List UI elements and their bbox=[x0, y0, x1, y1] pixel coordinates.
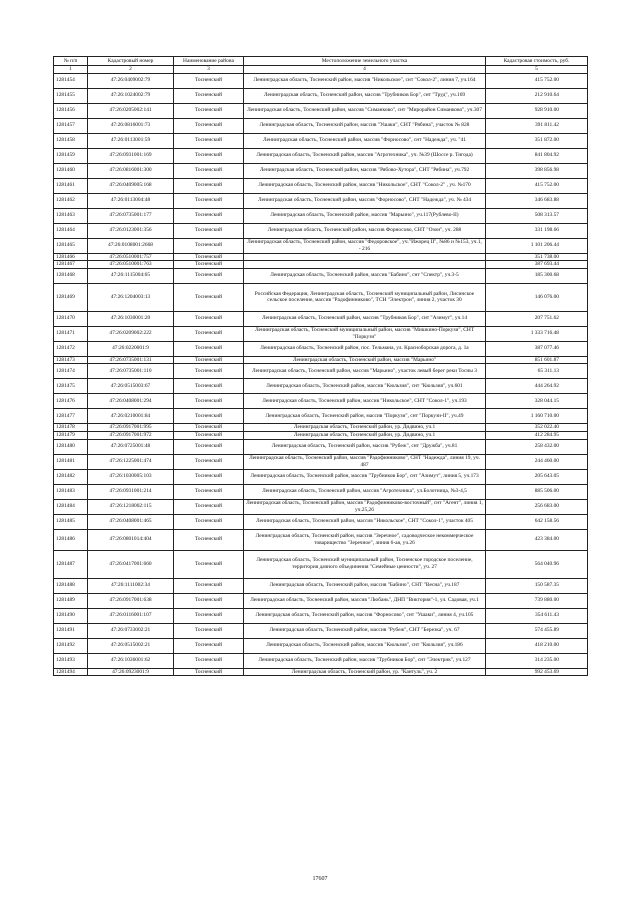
column-header-district: Наименование района bbox=[174, 57, 244, 66]
column-number-row bbox=[54, 66, 588, 74]
table-row bbox=[54, 133, 588, 148]
district-cell: Тосненский bbox=[174, 454, 244, 469]
table-row bbox=[54, 118, 588, 133]
row-number-cell: 1281457 bbox=[54, 118, 88, 133]
cost-cell: 418 210.00 bbox=[486, 638, 588, 653]
district-cell: Тосненский bbox=[174, 163, 244, 178]
table-row bbox=[54, 283, 588, 311]
row-number-cell: 1281488 bbox=[54, 578, 88, 593]
cost-cell: 564 040.96 bbox=[486, 550, 588, 578]
cost-cell: 207 751.62 bbox=[486, 311, 588, 326]
cadastral-table-sheet bbox=[53, 56, 587, 676]
table-row bbox=[54, 638, 588, 653]
cadastral-value-table bbox=[53, 56, 588, 676]
location-cell bbox=[244, 253, 486, 261]
row-number-cell: 1281455 bbox=[54, 88, 88, 103]
district-cell: Тосненский bbox=[174, 283, 244, 311]
cadastral-number-cell: 47:26:0510001:763 bbox=[88, 261, 174, 269]
row-number-cell: 1281471 bbox=[54, 326, 88, 341]
cost-cell: 256 683.00 bbox=[486, 499, 588, 514]
table-row bbox=[54, 103, 588, 118]
district-cell: Тосненский bbox=[174, 356, 244, 364]
cadastral-number-cell: 47:26:0917001:995 bbox=[88, 424, 174, 432]
cost-cell: 258 432.00 bbox=[486, 439, 588, 454]
table-row bbox=[54, 499, 588, 514]
row-number-cell: 1281461 bbox=[54, 178, 88, 193]
cost-cell: 352 022.40 bbox=[486, 424, 588, 432]
table-row bbox=[54, 529, 588, 550]
district-cell: Тосненский bbox=[174, 469, 244, 484]
location-cell: Ленинградская область, Тосненский район, массив "Симанково", снт "Мирорайон Симанково", уч.307 bbox=[244, 103, 486, 118]
cadastral-number-cell: 47:26:1115004:65 bbox=[88, 268, 174, 283]
table-row bbox=[54, 311, 588, 326]
column-header-cost: Кадастровая стоимость, руб. bbox=[486, 57, 588, 66]
table-row bbox=[54, 223, 588, 238]
location-cell: Ленинградская область, Тосненский район, массив "Форносово", снт "Надежда", уч. "41 bbox=[244, 133, 486, 148]
location-cell bbox=[244, 261, 486, 269]
cadastral-number-cell: 47:26:0417001:660 bbox=[88, 550, 174, 578]
district-cell: Тосненский bbox=[174, 431, 244, 439]
table-row bbox=[54, 88, 588, 103]
row-number-cell: 1281465 bbox=[54, 238, 88, 253]
cadastral-number-cell: 47:26:1111002:34 bbox=[88, 578, 174, 593]
district-cell: Тосненский bbox=[174, 668, 244, 676]
table-row bbox=[54, 268, 588, 283]
row-number-cell: 1281494 bbox=[54, 668, 88, 676]
table-row bbox=[54, 431, 588, 439]
row-number-cell: 1281463 bbox=[54, 208, 88, 223]
district-cell: Тосненский bbox=[174, 73, 244, 88]
district-cell: Тосненский bbox=[174, 409, 244, 424]
cost-cell: 354 611.43 bbox=[486, 608, 588, 623]
cadastral-number-cell: 47:26:0408001:465 bbox=[88, 514, 174, 529]
location-cell: Ленинградская область, Тосненский район, массив "Никольское", снт "Сокол-2", линия 7, уч.164 bbox=[244, 73, 486, 88]
table-row bbox=[54, 364, 588, 379]
table-row bbox=[54, 238, 588, 253]
cost-cell: 346 683.88 bbox=[486, 193, 588, 208]
cadastral-number-cell: 47:26:1030005:103 bbox=[88, 469, 174, 484]
district-cell: Тосненский bbox=[174, 529, 244, 550]
table-row bbox=[54, 379, 588, 394]
location-cell: Ленинградская область, Тосненский район, массив "Поркузи", снт "Поркузи-II", уч.49 bbox=[244, 409, 486, 424]
location-cell: Ленинградская область, Тосненский район, массив "Форносово", СНТ "Надежда", уч. № 434 bbox=[244, 193, 486, 208]
cadastral-number-cell: 47:26:0515002:21 bbox=[88, 638, 174, 653]
cost-cell: 314 235.00 bbox=[486, 653, 588, 668]
table-body bbox=[54, 73, 588, 676]
district-cell: Тосненский bbox=[174, 311, 244, 326]
location-cell: Ленинградская область, Тосненский район, массив "Радофинниково-восточный", снт "Агент", линия 1, уч.25,26 bbox=[244, 499, 486, 514]
cost-cell: 351 872.00 bbox=[486, 133, 588, 148]
cost-cell: 146 076.00 bbox=[486, 283, 588, 311]
location-cell: Ленинградская область, Тосненский район, массив "Марьино", участок левый берег реки Тосны 3 bbox=[244, 364, 486, 379]
cadastral-number-cell: 47:26:0725001:48 bbox=[88, 439, 174, 454]
location-cell: Ленинградская область, Тосненский муниципальный район, Тосненское городское поселение, территория дачного объединения "Семейные ценности", уч. 27 bbox=[244, 550, 486, 578]
cadastral-number-cell: 47:26:0801014:404 bbox=[88, 529, 174, 550]
district-cell: Тосненский bbox=[174, 118, 244, 133]
location-cell: Ленинградская область, Тосненский район, массив "Бабино", снт "Спектр", уч.3-5 bbox=[244, 268, 486, 283]
row-number-cell: 1281493 bbox=[54, 653, 88, 668]
cost-cell: 444 264.92 bbox=[486, 379, 588, 394]
row-number-cell: 1281458 bbox=[54, 133, 88, 148]
cost-cell: 185 300.68 bbox=[486, 268, 588, 283]
district-cell: Тосненский bbox=[174, 578, 244, 593]
district-cell: Тосненский bbox=[174, 379, 244, 394]
cost-cell: 992 453.69 bbox=[486, 668, 588, 676]
location-cell: Ленинградская область, Тосненский район, массив "Бабино", СНТ "Весна", уч.187 bbox=[244, 578, 486, 593]
cadastral-number-cell: 47:26:1218002:115 bbox=[88, 499, 174, 514]
cost-cell: 244 460.00 bbox=[486, 454, 588, 469]
column-number: 1 bbox=[54, 66, 88, 74]
location-cell: Ленинградская область, Тосненский район, массив "Радофинниково", СНТ "Надежда", линия 19, уч. 487 bbox=[244, 454, 486, 469]
location-cell: Ленинградская область, Тосненский район, массив "Трубников Бор", снт "Труд", уч.169 bbox=[244, 88, 486, 103]
cost-cell: 739 880.00 bbox=[486, 593, 588, 608]
table-header-row bbox=[54, 57, 588, 66]
cadastral-number-cell: 47:26:0113001:59 bbox=[88, 133, 174, 148]
row-number-cell: 1281473 bbox=[54, 356, 88, 364]
table-row bbox=[54, 623, 588, 638]
cadastral-number-cell: 47:26:0735001:131 bbox=[88, 356, 174, 364]
district-cell: Тосненский bbox=[174, 653, 244, 668]
column-number: 4 bbox=[244, 66, 486, 74]
district-cell: Тосненский bbox=[174, 341, 244, 356]
table-row bbox=[54, 593, 588, 608]
cost-cell: 841 804.92 bbox=[486, 148, 588, 163]
table-row bbox=[54, 193, 588, 208]
row-number-cell: 1281475 bbox=[54, 379, 88, 394]
column-header-cadastral-number: Кадастровый номер bbox=[88, 57, 174, 66]
table-row bbox=[54, 261, 588, 269]
location-cell: Ленинградская область, Тосненский район, массив "Марьино" bbox=[244, 356, 486, 364]
district-cell: Тосненский bbox=[174, 238, 244, 253]
row-number-cell: 1281485 bbox=[54, 514, 88, 529]
district-cell: Тосненский bbox=[174, 193, 244, 208]
cost-cell: 574 455.89 bbox=[486, 623, 588, 638]
cadastral-number-cell: 47:26:0917001:972 bbox=[88, 431, 174, 439]
location-cell: Ленинградская область, Тосненский район, массив "Кюльзия", снт "Кюльзия", уч.601 bbox=[244, 379, 486, 394]
cadastral-number-cell: 47:26:0220001:9 bbox=[88, 341, 174, 356]
row-number-cell: 1281460 bbox=[54, 163, 88, 178]
location-cell: Ленинградская область, Тосненский район, массив "Марьино", уч.117(Рублево-II) bbox=[244, 208, 486, 223]
district-cell: Тосненский bbox=[174, 550, 244, 578]
location-cell: Российская Федерация, Ленинградская область, Тосненский муниципальный район, Лисинское сельское поселение, массив "Радофинниково", ТСН "Электрон", линия 2, участок 30 bbox=[244, 283, 486, 311]
location-cell: Ленинградская область, Тосненский район, массив "Ушаки", СНТ "Рябина", участок № 828 bbox=[244, 118, 486, 133]
row-number-cell: 1281468 bbox=[54, 268, 88, 283]
row-number-cell: 1281470 bbox=[54, 311, 88, 326]
location-cell: Ленинградская область, Тосненский район, ур. "Кантуль", уч. 2 bbox=[244, 668, 486, 676]
cadastral-number-cell: 47:26:0116001:107 bbox=[88, 608, 174, 623]
row-number-cell: 1281476 bbox=[54, 394, 88, 409]
cadastral-number-cell: 47:26:0205002:141 bbox=[88, 103, 174, 118]
row-number-cell: 1281481 bbox=[54, 454, 88, 469]
table-row bbox=[54, 394, 588, 409]
cost-cell: 351 738.00 bbox=[486, 253, 588, 261]
column-number: 2 bbox=[88, 66, 174, 74]
cadastral-number-cell: 47:26:0931001:169 bbox=[88, 148, 174, 163]
cadastral-number-cell: 47:26:0931001:214 bbox=[88, 484, 174, 499]
location-cell: Ленинградская область, Тосненский район, массив "Зеречное", садоводческое некоммерческое товарищество "Зеречное", линия 6-ая, уч.26 bbox=[244, 529, 486, 550]
location-cell: Ленинградская область, Тосненский район, ур. Дидвино, уч.1 bbox=[244, 424, 486, 432]
district-cell: Тосненский bbox=[174, 223, 244, 238]
cost-cell: 387 693.44 bbox=[486, 261, 588, 269]
row-number-cell: 1281454 bbox=[54, 73, 88, 88]
location-cell: Ленинградская область, Тосненский район, массив Форносово, СНТ "Озон", уч. 288 bbox=[244, 223, 486, 238]
cost-cell: 423 384.00 bbox=[486, 529, 588, 550]
cadastral-number-cell: 47:26:0923001:9 bbox=[88, 668, 174, 676]
location-cell: Ленинградская область, Тосненский район, массив "Агротехника", уч. №39 (Шоссе р. Тигода) bbox=[244, 148, 486, 163]
column-number: 5 bbox=[486, 66, 588, 74]
table-row bbox=[54, 148, 588, 163]
cost-cell: 65 311.13 bbox=[486, 364, 588, 379]
cost-cell: 851 601.87 bbox=[486, 356, 588, 364]
district-cell: Тосненский bbox=[174, 394, 244, 409]
row-number-cell: 1281491 bbox=[54, 623, 88, 638]
cadastral-number-cell: 47:26:0409002:79 bbox=[88, 73, 174, 88]
row-number-cell: 1281484 bbox=[54, 499, 88, 514]
cadastral-number-cell: 47:26:1225001:474 bbox=[88, 454, 174, 469]
table-row bbox=[54, 409, 588, 424]
cost-cell: 1 160 710.00 bbox=[486, 409, 588, 424]
row-number-cell: 1281480 bbox=[54, 439, 88, 454]
location-cell: Ленинградская область, Тосненский район, массив "Рубеж", СНТ "Березка", уч. 67 bbox=[244, 623, 486, 638]
cost-cell: 205 643.05 bbox=[486, 469, 588, 484]
cadastral-number-cell: 47:26:1204003:13 bbox=[88, 283, 174, 311]
table-row bbox=[54, 668, 588, 676]
cadastral-number-cell: 47:26:0735001:110 bbox=[88, 364, 174, 379]
cost-cell: 412 284.95 bbox=[486, 431, 588, 439]
district-cell: Тосненский bbox=[174, 593, 244, 608]
cost-cell: 415 752.00 bbox=[486, 178, 588, 193]
district-cell: Тосненский bbox=[174, 208, 244, 223]
row-number-cell: 1281478 bbox=[54, 424, 88, 432]
table-row bbox=[54, 439, 588, 454]
district-cell: Тосненский bbox=[174, 103, 244, 118]
cadastral-number-cell: 47:26:0733002:21 bbox=[88, 623, 174, 638]
location-cell: Ленинградская область, Тосненский район, массив "Федоровское", уч."Ижорец II", №86 и №153, уч.1, - 216 bbox=[244, 238, 486, 253]
district-cell: Тосненский bbox=[174, 261, 244, 269]
cadastral-number-cell: 47:26:0515003:67 bbox=[88, 379, 174, 394]
district-cell: Тосненский bbox=[174, 133, 244, 148]
district-cell: Тосненский bbox=[174, 638, 244, 653]
location-cell: Ленинградская область, Тосненский район, массив "Трубников Бор", снт "Азимут", уч.14 bbox=[244, 311, 486, 326]
cadastral-number-cell: 47:26:0510001:757 bbox=[88, 253, 174, 261]
cost-cell: 150 587.35 bbox=[486, 578, 588, 593]
cost-cell: 331 198.66 bbox=[486, 223, 588, 238]
cost-cell: 398 856.98 bbox=[486, 163, 588, 178]
row-number-cell: 1281490 bbox=[54, 608, 88, 623]
row-number-cell: 1281479 bbox=[54, 431, 88, 439]
district-cell: Тосненский bbox=[174, 499, 244, 514]
row-number-cell: 1281467 bbox=[54, 261, 88, 269]
cost-cell: 885 506.00 bbox=[486, 484, 588, 499]
row-number-cell: 1281487 bbox=[54, 550, 88, 578]
row-number-cell: 1281466 bbox=[54, 253, 88, 261]
cost-cell: 508 313.57 bbox=[486, 208, 588, 223]
row-number-cell: 1281483 bbox=[54, 484, 88, 499]
district-cell: Тосненский bbox=[174, 178, 244, 193]
table-row bbox=[54, 73, 588, 88]
table-row bbox=[54, 608, 588, 623]
cadastral-number-cell: 47:26:0209002:222 bbox=[88, 326, 174, 341]
row-number-cell: 1281456 bbox=[54, 103, 88, 118]
district-cell: Тосненский bbox=[174, 364, 244, 379]
cadastral-number-cell: 47:26:0409005:168 bbox=[88, 178, 174, 193]
cadastral-number-cell: 47:26:1036001:62 bbox=[88, 653, 174, 668]
row-number-cell: 1281459 bbox=[54, 148, 88, 163]
table-row bbox=[54, 514, 588, 529]
location-cell: Ленинградская область, Тосненский район, массив "Никольское", СНТ "Сокол-1", участок 405 bbox=[244, 514, 486, 529]
table-row bbox=[54, 550, 588, 578]
district-cell: Тосненский bbox=[174, 326, 244, 341]
cadastral-number-cell: 47:26:0735001:177 bbox=[88, 208, 174, 223]
column-header-location: Местоположение земельного участка bbox=[244, 57, 486, 66]
cost-cell: 1 333 716.48 bbox=[486, 326, 588, 341]
cadastral-number-cell: 47:26:0210001:84 bbox=[88, 409, 174, 424]
table-row bbox=[54, 469, 588, 484]
district-cell: Тосненский bbox=[174, 484, 244, 499]
column-number: 3 bbox=[174, 66, 244, 74]
row-number-cell: 1281477 bbox=[54, 409, 88, 424]
location-cell: Ленинградская область, Тосненский район, массив "Рябово-Хутора", СНТ "Рябина", уч.792 bbox=[244, 163, 486, 178]
location-cell: Ленинградская область, Тосненский район, массив "Форносово", снт "Ушаки", линия 4, уч.105 bbox=[244, 608, 486, 623]
row-number-cell: 1281482 bbox=[54, 469, 88, 484]
district-cell: Тосненский bbox=[174, 424, 244, 432]
district-cell: Тосненский bbox=[174, 439, 244, 454]
cost-cell: 387 077.46 bbox=[486, 341, 588, 356]
row-number-cell: 1281462 bbox=[54, 193, 88, 208]
table-row bbox=[54, 341, 588, 356]
row-number-cell: 1281469 bbox=[54, 283, 88, 311]
row-number-cell: 1281492 bbox=[54, 638, 88, 653]
district-cell: Тосненский bbox=[174, 253, 244, 261]
location-cell: Ленинградская область, Тосненский район, массив "Кюльзия", снт "Кюльзия", уч.186 bbox=[244, 638, 486, 653]
cost-cell: 1 101 206.44 bbox=[486, 238, 588, 253]
cadastral-number-cell: 47:26:0917001:638 bbox=[88, 593, 174, 608]
cost-cell: 642 158.56 bbox=[486, 514, 588, 529]
location-cell: Ленинградская область, Тосненский район, массив "Трубников Бор", снт "Электрик", уч.127 bbox=[244, 653, 486, 668]
cadastral-number-cell: 47:26:0816001:73 bbox=[88, 118, 174, 133]
location-cell: Ленинградская область, Тосненский район, массив "Агротехника", ул.Болотница, №3-4,5 bbox=[244, 484, 486, 499]
cost-cell: 328 044.15 bbox=[486, 394, 588, 409]
column-header-number: № п/п bbox=[54, 57, 88, 66]
location-cell: Ленинградская область, Тосненский район, массив "Трубников Бор", снт "Азимут", линия 5, уч.173 bbox=[244, 469, 486, 484]
location-cell: Ленинградская область, Тосненский район, массив "Никольское", СНТ "Сокол-1", уч.193 bbox=[244, 394, 486, 409]
cost-cell: 415 752.00 bbox=[486, 73, 588, 88]
location-cell: Ленинградская область, Тосненский муниципальный район, массив "Мишкино-Поркузи", СНТ "Поркузи" bbox=[244, 326, 486, 341]
district-cell: Тосненский bbox=[174, 608, 244, 623]
location-cell: Ленинградская область, Тосненский район, пос. Тельмана, ул. Красноборская дорога, д. 1а bbox=[244, 341, 486, 356]
table-row bbox=[54, 356, 588, 364]
table-row bbox=[54, 653, 588, 668]
table-row bbox=[54, 178, 588, 193]
row-number-cell: 1281474 bbox=[54, 364, 88, 379]
location-cell: Ленинградская область, Тосненский район, массив "Любань", ДНП "Виктория"-1, ул. Садовая, уч.1 bbox=[244, 593, 486, 608]
cost-cell: 212 910.64 bbox=[486, 88, 588, 103]
table-row bbox=[54, 484, 588, 499]
district-cell: Тосненский bbox=[174, 148, 244, 163]
cadastral-number-cell: 47:26:1024002:79 bbox=[88, 88, 174, 103]
table-row bbox=[54, 253, 588, 261]
table-row bbox=[54, 208, 588, 223]
table-row bbox=[54, 578, 588, 593]
cost-cell: 391 811.42 bbox=[486, 118, 588, 133]
cadastral-number-cell: 47:26:0108001:2668 bbox=[88, 238, 174, 253]
row-number-cell: 1281489 bbox=[54, 593, 88, 608]
cadastral-number-cell: 47:26:0113004:48 bbox=[88, 193, 174, 208]
table-row bbox=[54, 424, 588, 432]
district-cell: Тосненский bbox=[174, 268, 244, 283]
location-cell: Ленинградская область, Тосненский район, массив "Рубеж", снт "Дружба", уч.81 bbox=[244, 439, 486, 454]
district-cell: Тосненский bbox=[174, 88, 244, 103]
cadastral-number-cell: 47:26:1030001:20 bbox=[88, 311, 174, 326]
row-number-cell: 1281472 bbox=[54, 341, 88, 356]
location-cell: Ленинградская область, Тосненский район, ур. Дидвино, уч.1 bbox=[244, 431, 486, 439]
district-cell: Тосненский bbox=[174, 514, 244, 529]
row-number-cell: 1281486 bbox=[54, 529, 88, 550]
cadastral-number-cell: 47:26:0816001:300 bbox=[88, 163, 174, 178]
cadastral-number-cell: 47:26:0408001:294 bbox=[88, 394, 174, 409]
cost-cell: 928 910.00 bbox=[486, 103, 588, 118]
row-number-cell: 1281464 bbox=[54, 223, 88, 238]
table-row bbox=[54, 326, 588, 341]
table-row bbox=[54, 454, 588, 469]
table-row bbox=[54, 163, 588, 178]
district-cell: Тосненский bbox=[174, 623, 244, 638]
page-number: 17607 bbox=[312, 876, 328, 882]
location-cell: Ленинградская область, Тосненский район, массив "Никольское", СНТ "Сокол-2" , уч. №170 bbox=[244, 178, 486, 193]
cadastral-number-cell: 47:26:0123001:356 bbox=[88, 223, 174, 238]
